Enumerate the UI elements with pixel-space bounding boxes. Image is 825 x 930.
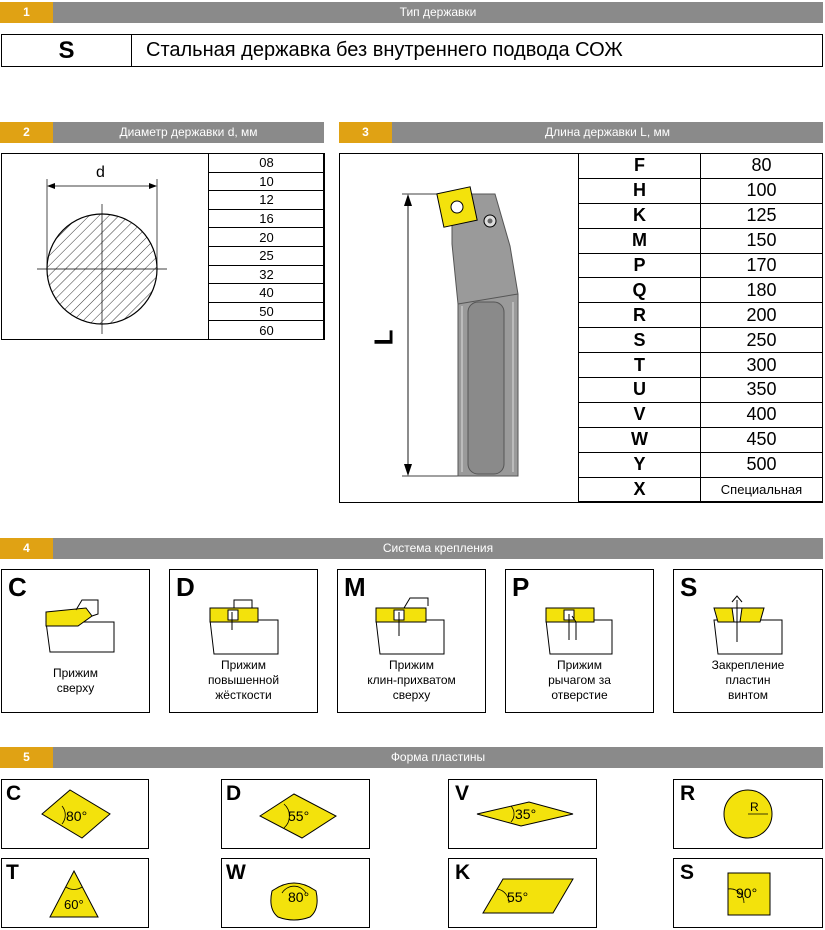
length-code: F: [579, 154, 701, 179]
length-value: 170: [701, 253, 823, 278]
insert-shape-d: [221, 779, 370, 849]
diameter-value: 08: [209, 154, 325, 173]
diameter-value: 16: [209, 209, 325, 228]
diameter-row: [209, 284, 325, 303]
length-row: [579, 228, 823, 253]
shape-code-t: T: [6, 861, 19, 884]
clamp-rigid-icon: [170, 570, 317, 660]
length-code: U: [579, 378, 701, 403]
diameter-row: [209, 154, 325, 173]
holder-type-code: S: [2, 35, 132, 66]
length-row: [579, 154, 823, 179]
length-value: 80: [701, 154, 823, 179]
length-dim-label: L: [368, 329, 399, 346]
section4-number: 4: [0, 538, 53, 559]
length-value: 350: [701, 378, 823, 403]
length-code: M: [579, 228, 701, 253]
mount-desc-s: [674, 658, 822, 703]
mount-desc-p: [506, 658, 653, 703]
length-value: 200: [701, 303, 823, 328]
shape-code-c: C: [6, 782, 22, 805]
diameter-value: 50: [209, 302, 325, 321]
mount-desc-line: повышенной: [207, 673, 280, 687]
section3-number: 3: [339, 122, 392, 143]
diameter-value: 60: [209, 321, 325, 340]
mount-code-s: S: [680, 572, 698, 602]
clamp-wedge-icon: [338, 570, 485, 660]
mount-desc-line: Прижим: [557, 658, 602, 672]
mount-code-c: C: [8, 572, 27, 602]
section3-title: Длина державки L, мм: [544, 125, 671, 139]
round-insert-icon: [674, 780, 822, 848]
clamp-screw-icon: [674, 570, 822, 660]
holder-type-row: [1, 34, 823, 67]
length-row: [579, 278, 823, 303]
shape-code-d: D: [226, 782, 242, 805]
mount-desc-c: [2, 666, 149, 696]
shape-code-s: S: [680, 861, 695, 884]
mount-system-s: [673, 569, 823, 713]
diameter-row: [209, 321, 325, 340]
mount-desc-line: отверстие: [551, 688, 608, 702]
length-row: [579, 427, 823, 452]
length-value: 300: [701, 353, 823, 378]
section5-title: Форма пластины: [390, 750, 486, 764]
mount-code-m: M: [344, 572, 366, 602]
section1-title: Тип державки: [399, 5, 477, 19]
section2-header: [0, 122, 324, 143]
shape-radius-r: R: [750, 800, 759, 814]
length-row: [579, 178, 823, 203]
mount-desc-line: Прижим: [389, 658, 434, 672]
length-table: [578, 153, 823, 502]
clamp-top-icon: [2, 570, 149, 660]
diameter-value: 25: [209, 246, 325, 265]
mount-system-d: [169, 569, 318, 713]
mount-desc-line: Прижим: [221, 658, 266, 672]
insert-shape-c: [1, 779, 149, 849]
holder-drawing: [340, 154, 578, 502]
section4-header: [0, 538, 823, 559]
insert-shape-r: [673, 779, 823, 849]
diameter-row: [209, 172, 325, 191]
length-code: X: [579, 477, 701, 502]
shape-code-v: V: [455, 782, 470, 805]
length-code: Y: [579, 452, 701, 477]
length-row: [579, 328, 823, 353]
holder-type-description: Стальная державка без внутреннего подвода СОЖ: [146, 39, 623, 61]
mount-desc-m: [338, 658, 485, 703]
length-row: [579, 477, 823, 502]
length-code: S: [579, 328, 701, 353]
length-row: [579, 452, 823, 477]
shape-angle-v: 35°: [515, 806, 537, 822]
mount-desc-line: Прижим: [53, 666, 98, 680]
length-value: 180: [701, 278, 823, 303]
mount-desc-line: сверху: [392, 688, 431, 702]
length-code: R: [579, 303, 701, 328]
diameter-row: [209, 265, 325, 284]
section4-title: Система крепления: [382, 541, 494, 555]
diameter-row: [209, 246, 325, 265]
shape-code-w: W: [226, 861, 246, 884]
mount-system-c: [1, 569, 150, 713]
diameter-value: 12: [209, 191, 325, 210]
triangular-insert-icon: [2, 859, 148, 927]
length-code: Q: [579, 278, 701, 303]
insert-shape-w: [221, 858, 370, 928]
section2-title: Диаметр державки d, мм: [119, 125, 258, 139]
mount-desc-line: рычагом за: [548, 673, 611, 687]
length-row: [579, 378, 823, 403]
diameter-row: [209, 302, 325, 321]
diameter-value: 20: [209, 228, 325, 247]
length-row: [579, 203, 823, 228]
diameter-table: [208, 153, 325, 340]
length-value: 100: [701, 178, 823, 203]
length-panel: [339, 153, 823, 503]
length-value: 250: [701, 328, 823, 353]
diameter-value: 10: [209, 172, 325, 191]
section1-header: [0, 2, 823, 23]
mount-code-p: P: [512, 572, 530, 602]
insert-shape-k: [448, 858, 597, 928]
section3-header: [339, 122, 823, 143]
shape-angle-t: 60°: [64, 897, 84, 912]
diameter-drawing: [2, 154, 208, 340]
mount-system-p: [505, 569, 654, 713]
diameter-panel: [1, 153, 324, 340]
diameter-row: [209, 191, 325, 210]
length-code: P: [579, 253, 701, 278]
mount-code-d: D: [176, 572, 195, 602]
length-row: [579, 253, 823, 278]
length-code: T: [579, 353, 701, 378]
length-row: [579, 303, 823, 328]
length-code: H: [579, 178, 701, 203]
insert-shape-s: [673, 858, 823, 928]
mount-desc-line: пластин: [725, 673, 771, 687]
diameter-row: [209, 228, 325, 247]
section5-header: [0, 747, 823, 768]
length-row: [579, 402, 823, 427]
mount-desc-line: клин-прихватом: [367, 673, 456, 687]
length-value: 150: [701, 228, 823, 253]
length-code: V: [579, 402, 701, 427]
shape-angle-c: 80°: [66, 808, 88, 824]
diameter-value: 32: [209, 265, 325, 284]
shape-angle-s: 90°: [736, 885, 758, 901]
diameter-row: [209, 209, 325, 228]
length-value: 500: [701, 452, 823, 477]
shape-code-r: R: [680, 782, 696, 805]
mount-desc-line: винтом: [728, 688, 768, 702]
length-value: Специальная: [701, 477, 823, 502]
section1-number: 1: [0, 2, 53, 23]
shape-code-k: K: [455, 861, 471, 884]
mount-desc-line: жёсткости: [215, 688, 272, 702]
length-value: 400: [701, 402, 823, 427]
insert-shape-v: [448, 779, 597, 849]
mount-desc-line: сверху: [56, 681, 95, 695]
section5-number: 5: [0, 747, 53, 768]
length-value: 125: [701, 203, 823, 228]
insert-shape-t: [1, 858, 149, 928]
shape-angle-w: 80°: [288, 889, 310, 905]
length-value: 450: [701, 427, 823, 452]
length-row: [579, 353, 823, 378]
mount-desc-d: [170, 658, 317, 703]
mount-system-m: [337, 569, 486, 713]
diameter-dim-label: d: [96, 164, 105, 181]
clamp-lever-icon: [506, 570, 653, 660]
length-code: W: [579, 427, 701, 452]
diameter-value: 40: [209, 284, 325, 303]
section2-number: 2: [0, 122, 53, 143]
shape-angle-d: 55°: [288, 808, 310, 824]
mount-desc-line: Закрепление: [711, 658, 785, 672]
shape-angle-k: 55°: [507, 889, 529, 905]
length-code: K: [579, 203, 701, 228]
